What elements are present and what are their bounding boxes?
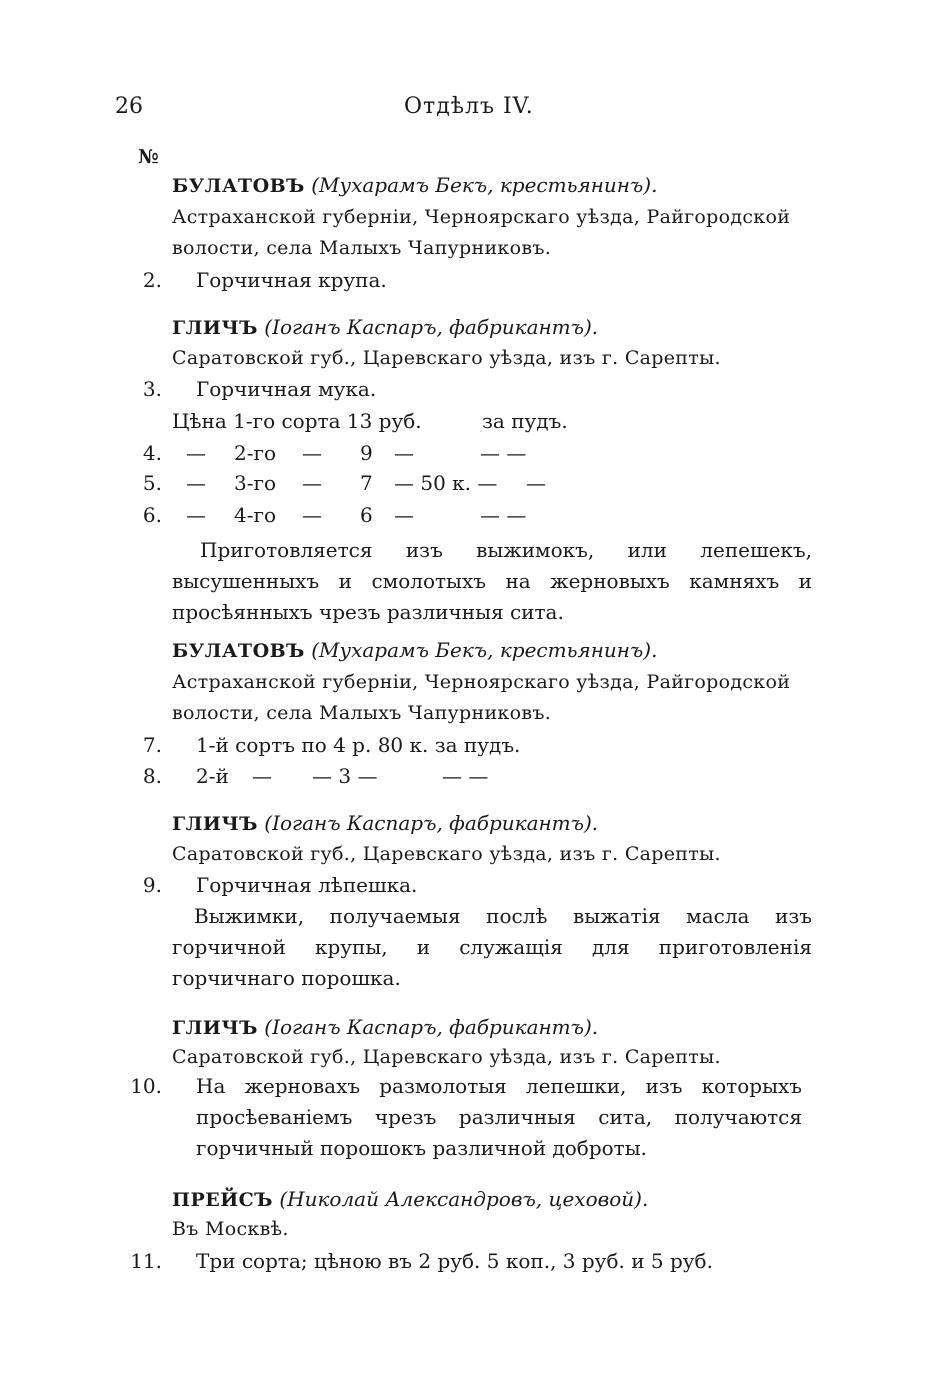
exhibitor-role: (Николай Александровъ, цеховой). <box>279 1187 649 1211</box>
item-text: 1-й сортъ по 4 р. 80 к. за пудъ. <box>196 733 521 757</box>
exhibitor-role: (Мухарамъ Бекъ, крестьянинъ). <box>311 638 658 662</box>
exhibitor-role: (Іоганъ Каспаръ, фабрикантъ). <box>264 811 599 835</box>
exhibitor-location: Въ Москвѣ. <box>172 1218 289 1240</box>
exhibitor-heading <box>172 637 657 664</box>
ditto-mark: — <box>252 764 272 788</box>
price-cell: — 3 — <box>312 764 378 788</box>
page-number: 26 <box>115 94 143 119</box>
exhibitor-heading <box>172 1186 648 1213</box>
price-cell: 7 <box>360 471 373 495</box>
grade-cell: 2-го <box>234 441 277 465</box>
item-text: Горчичная лѣпешка. <box>196 873 418 897</box>
exhibitor-heading <box>172 810 598 837</box>
exhibitor-heading <box>172 1014 598 1041</box>
ditto-mark: — <box>302 471 322 495</box>
numero-sign: № <box>138 146 159 168</box>
price-label: Цѣна 1-го сорта 13 руб. <box>172 409 422 433</box>
exhibitor-name: ГЛИЧЪ <box>172 317 258 339</box>
exhibitor-location: волости, села Малыхъ Чапурниковъ. <box>172 237 552 259</box>
price-unit: за пудъ. <box>482 409 568 433</box>
exhibitor-location: Саратовской губ., Царевскаго уѣзда, изъ г. Сарепты. <box>172 1046 721 1068</box>
item-number: 11. <box>130 1249 162 1273</box>
item-number: 5. <box>142 471 162 495</box>
exhibitor-name: БУЛАТОВЪ <box>172 175 305 197</box>
exhibitor-name: ГЛИЧЪ <box>172 813 258 835</box>
ditto-mark: — — <box>480 503 527 527</box>
exhibitor-heading <box>172 314 598 341</box>
ditto-mark: — <box>526 471 546 495</box>
exhibitor-name: ПРЕЙСЪ <box>172 1189 273 1211</box>
price-cell: 6 <box>360 503 373 527</box>
item-text: Три сорта; цѣною въ 2 руб. 5 коп., 3 руб. и 5 руб. <box>196 1249 713 1273</box>
ditto-mark: — <box>186 503 206 527</box>
item-number: 3. <box>142 377 162 401</box>
ditto-mark: — <box>186 441 206 465</box>
item-number: 7. <box>142 733 162 757</box>
ditto-mark: — <box>302 503 322 527</box>
item-number: 6. <box>142 503 162 527</box>
price-cell: — 50 к. — <box>394 471 498 495</box>
ditto-mark: — <box>394 441 414 465</box>
item-number: 8. <box>142 764 162 788</box>
exhibitor-location: волости, села Малыхъ Чапурниковъ. <box>172 702 552 724</box>
item-number: 2. <box>142 268 162 292</box>
item-number: 10. <box>130 1074 162 1098</box>
grade-cell: 3-го <box>234 471 277 495</box>
exhibitor-location: Астраханской губерніи, Черноярскаго уѣзда, Райгородской <box>172 671 791 693</box>
item-number: 4. <box>142 441 162 465</box>
ditto-mark: — <box>186 471 206 495</box>
exhibitor-role: (Іоганъ Каспаръ, фабрикантъ). <box>264 1015 599 1039</box>
item-description: Приготовляется изъ выжимокъ, или лепешекъ, высушенныхъ и смолотыхъ на жерновыхъ камняхъ и просѣянныхъ чрезъ различныя сита. <box>172 538 812 624</box>
exhibitor-heading <box>172 172 657 199</box>
ditto-mark: — — <box>480 441 527 465</box>
exhibitor-name: ГЛИЧЪ <box>172 1017 258 1039</box>
item-text: Горчичная мука. <box>196 377 377 401</box>
item-text: Горчичная крупа. <box>196 268 387 292</box>
exhibitor-location: Саратовской губ., Царевскаго уѣзда, изъ г. Сарепты. <box>172 843 721 865</box>
price-cell: 9 <box>360 441 373 465</box>
running-header <box>0 94 933 124</box>
item-description: Выжимки, получаемыя послѣ выжатія масла изъ горчичной крупы, и служащія для приготовленія горчичнаго порошка. <box>172 904 812 990</box>
ditto-mark: — — <box>442 764 489 788</box>
section-title: Отдѣлъ IV. <box>404 94 534 119</box>
exhibitor-location: Саратовской губ., Царевскаго уѣзда, изъ г. Сарепты. <box>172 347 721 369</box>
exhibitor-name: БУЛАТОВЪ <box>172 640 305 662</box>
grade-cell: 2-й <box>196 764 229 788</box>
exhibitor-role: (Іоганъ Каспаръ, фабрикантъ). <box>264 315 599 339</box>
ditto-mark: — <box>394 503 414 527</box>
ditto-mark: — <box>302 441 322 465</box>
exhibitor-location: Астраханской губерніи, Черноярскаго уѣзда, Райгородской <box>172 206 791 228</box>
item-text: На жерновахъ размолотыя лепешки, изъ которыхъ просѣеваніемъ чрезъ различныя сита, получаются горчичный порошокъ различной доброты. <box>196 1074 802 1160</box>
grade-cell: 4-го <box>234 503 277 527</box>
item-number: 9. <box>142 873 162 897</box>
exhibitor-role: (Мухарамъ Бекъ, крестьянинъ). <box>311 173 658 197</box>
